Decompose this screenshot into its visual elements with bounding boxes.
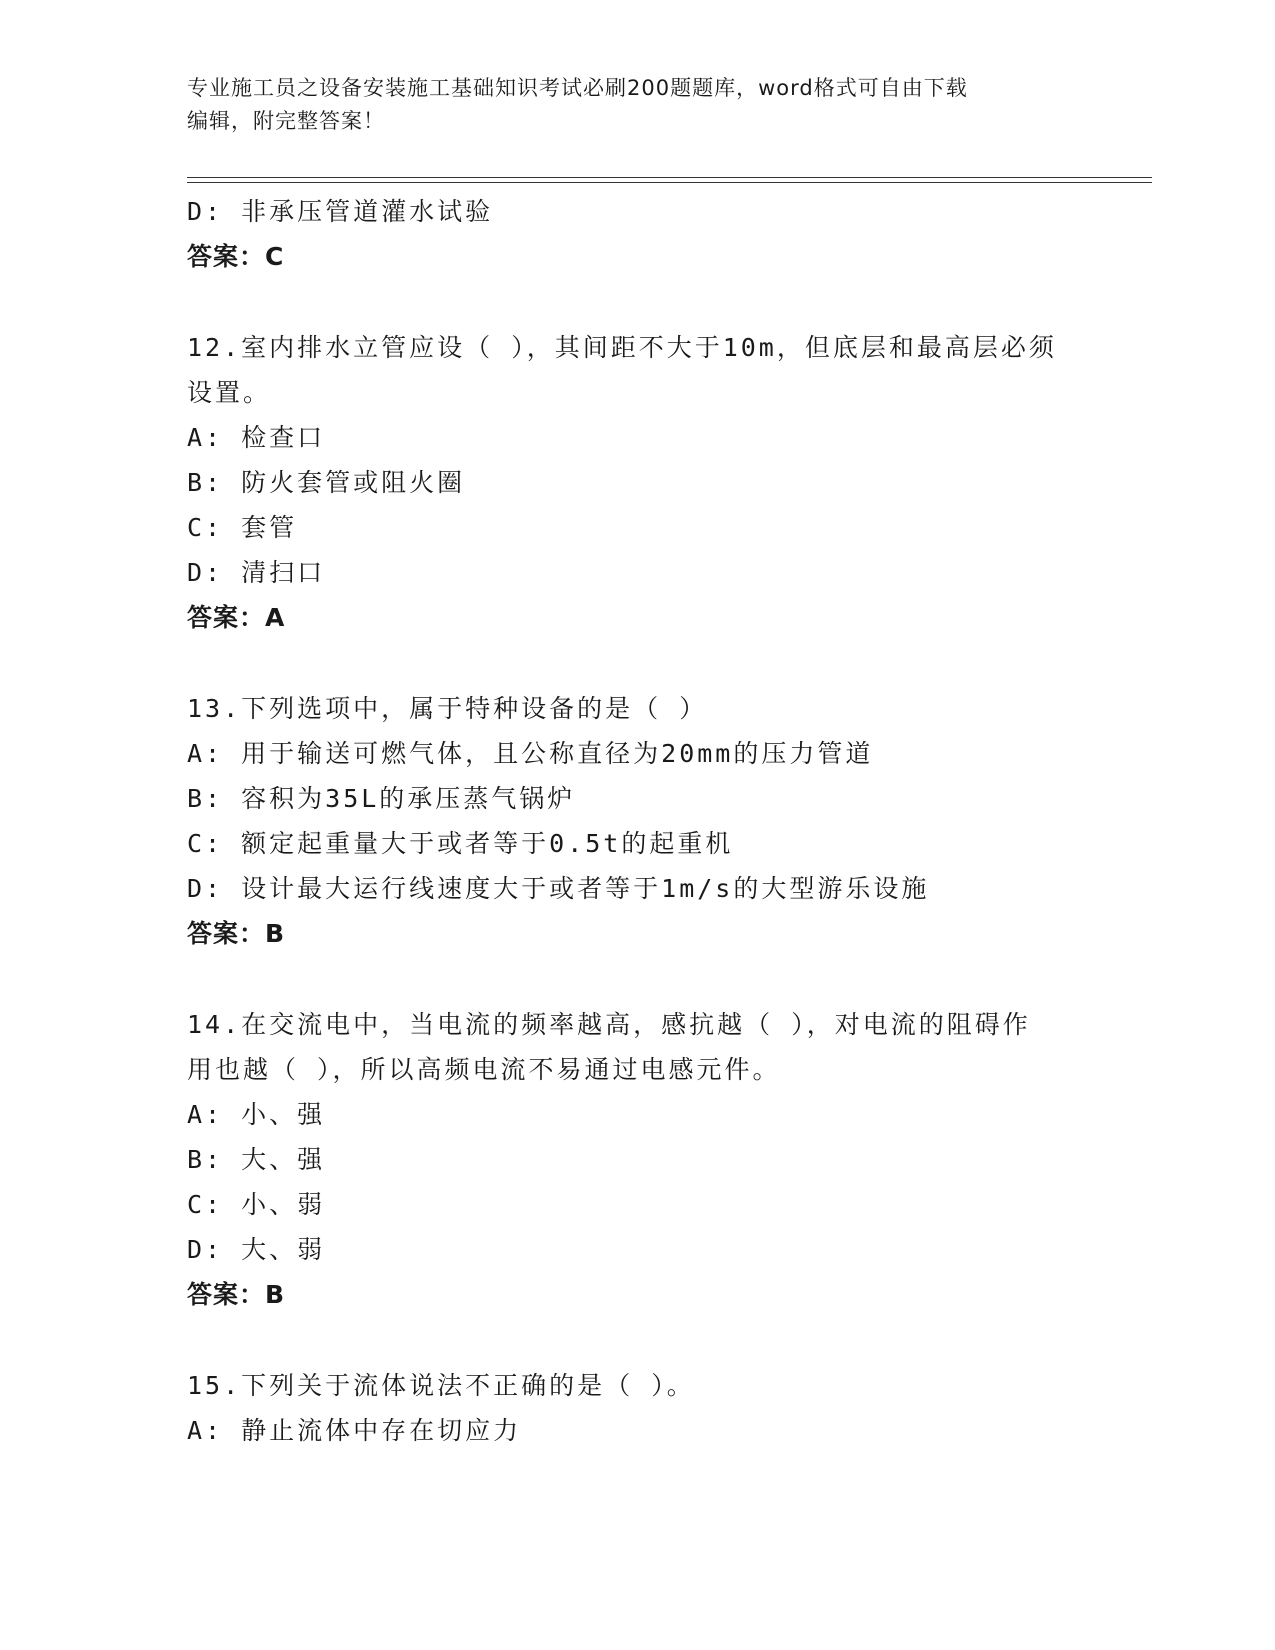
header-divider-top [187,177,1152,178]
option-a: A: 检查口 [187,423,326,452]
header-divider-bottom [187,182,1152,183]
question-text-cont: 用也越（ ），所以高频电流不易通过电感元件。 [187,1055,781,1084]
option-a: A: 用于输送可燃气体，且公称直径为20mm的压力管道 [187,739,874,768]
question-15 [187,1363,1087,1453]
option-a: A: 静止流体中存在切应力 [187,1416,522,1445]
question-12 [187,325,1087,640]
option-d: D: 清扫口 [187,558,326,587]
question-text-cont: 设置。 [187,378,272,407]
option-b: B: 防火套管或阻火圈 [187,468,466,497]
option-d: D: 非承压管道灌水试验 [187,197,494,226]
option-c: C: 额定起重量大于或者等于0.5t的起重机 [187,829,734,858]
answer-line: 答案：C [187,242,285,271]
option-d: D: 大、弱 [187,1235,326,1264]
answer-line: 答案：B [187,919,286,948]
option-b: B: 大、强 [187,1145,326,1174]
header-title-line-1: 专业施工员之设备安装施工基础知识考试必刷200题题库，word格式可自由下载 [187,76,968,100]
question-text: 12.室内排水立管应设（ ），其间距不大于10m，但底层和最高层必须 [187,333,1057,362]
option-c: C: 套管 [187,513,298,542]
question-13 [187,686,1087,956]
document-header [187,72,1087,138]
question-text: 15.下列关于流体说法不正确的是（ ）。 [187,1371,695,1400]
option-a: A: 小、强 [187,1100,326,1129]
question-list [187,189,1087,1453]
header-title-line-2: 编辑，附完整答案！ [187,109,385,133]
question-14 [187,1002,1087,1317]
question-11-tail [187,189,1087,279]
answer-line: 答案：A [187,603,286,632]
answer-line: 答案：B [187,1280,286,1309]
question-text: 14.在交流电中，当电流的频率越高，感抗越（ ），对电流的阻碍作 [187,1010,1031,1039]
option-b: B: 容积为35L的承压蒸气锅炉 [187,784,576,813]
option-c: C: 小、弱 [187,1190,326,1219]
option-d: D: 设计最大运行线速度大于或者等于1m/s的大型游乐设施 [187,874,930,903]
question-text: 13.下列选项中，属于特种设备的是（ ） [187,694,708,723]
